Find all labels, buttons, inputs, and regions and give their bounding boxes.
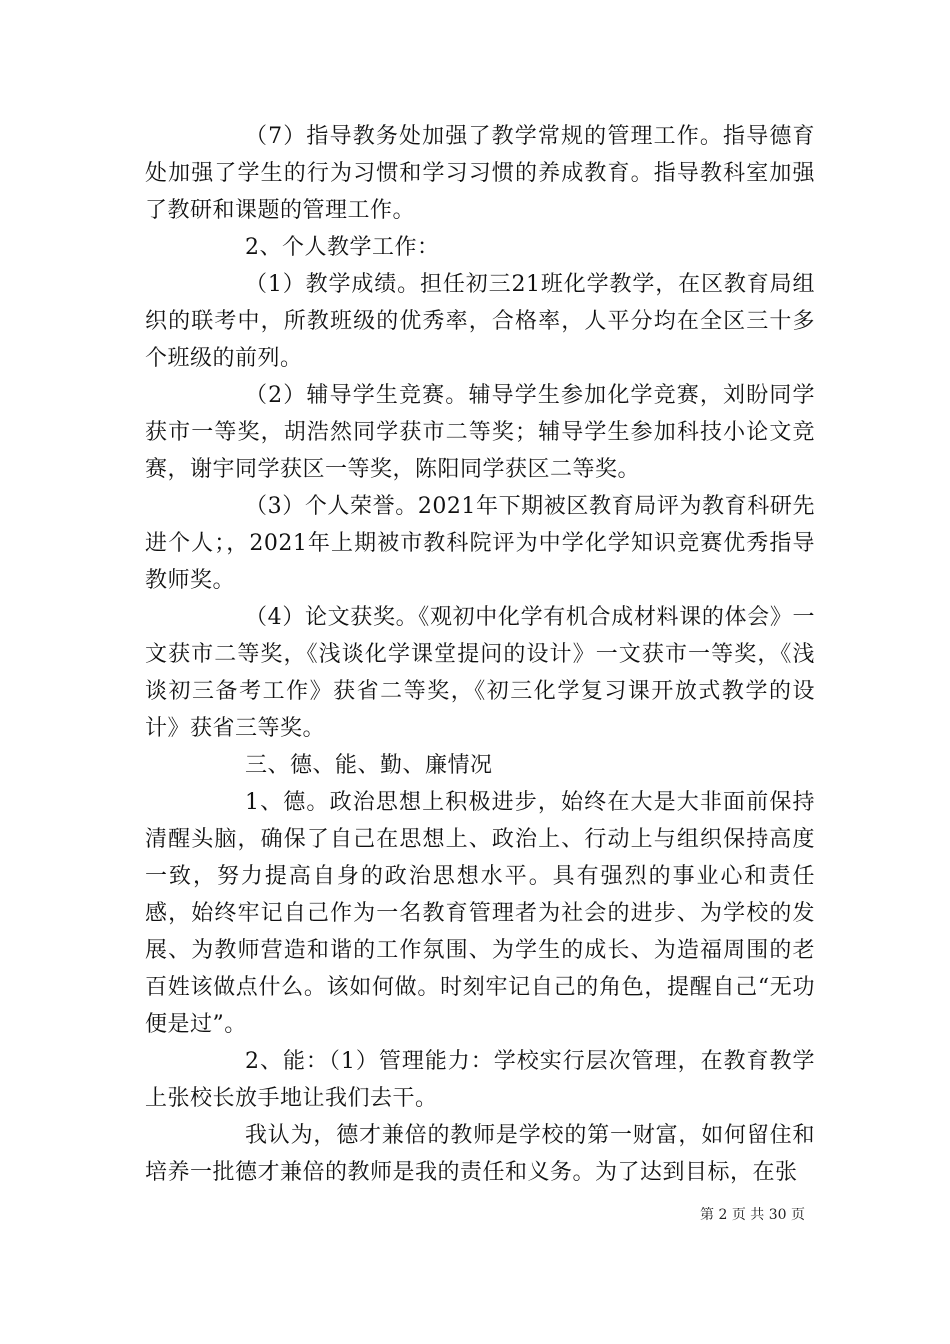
paragraph-teaching-results: （1）教学成绩。担任初三21班化学教学，在区教育局组织的联考中，所教班级的优秀率，合格率，人平分均在全区三十多个班级的前列。 [145,272,815,371]
paragraph-honors: （3）个人荣誉。2021年下期被区教育局评为教育科研先进个人；，2021年上期被市教科院评为中学化学知识竞赛优秀指导教师奖。 [145,494,815,593]
document-body [145,118,815,1191]
paragraph-morality: 1、德。政治思想上积极进步，始终在大是大非面前保持清醒头脑，确保了自己在思想上、政治上、行动上与组织保持高度一致，努力提高自身的政治思想水平。具有强烈的事业心和责任感，始终牢记自己作为一名教育管理者为社会的进步、为学校的发展、为教师营造和谐的工作氛围、为学生的成长、为造福周围的老百姓该做点什么。该如何做。时刻牢记自己的角色，提醒自己“无功便是过”。 [145,790,815,1037]
heading-section-three: 三、德、能、勤、廉情况 [245,753,493,778]
heading-personal-teaching: 2、个人教学工作： [245,235,440,260]
page-number: 第 2 页 共 30 页 [700,1207,805,1223]
paragraph-ability: 2、能：（1）管理能力：学校实行层次管理，在教育教学上张校长放手地让我们去干。 [145,1049,815,1111]
paragraph-teachers: 我认为，德才兼倍的教师是学校的第一财富，如何留住和培养一批德才兼倍的教师是我的责任和义务。为了达到目标，在张 [145,1123,815,1185]
paragraph-guidance: （7）指导教务处加强了教学常规的管理工作。指导德育处加强了学生的行为习惯和学习习惯的养成教育。指导教科室加强了教研和课题的管理工作。 [145,124,815,223]
paragraph-papers: （4）论文获奖。《观初中化学有机合成材料课的体会》一文获市二等奖，《浅谈化学课堂提问的设计》一文获市一等奖，《浅谈初三备考工作》获省二等奖，《初三化学复习课开放式教学的设计》获省三等奖。 [145,605,815,741]
paragraph-competition: （2）辅导学生竞赛。辅导学生参加化学竞赛，刘盼同学获市一等奖，胡浩然同学获市二等奖；辅导学生参加科技小论文竞赛，谢宇同学获区一等奖，陈阳同学获区二等奖。 [145,383,815,482]
